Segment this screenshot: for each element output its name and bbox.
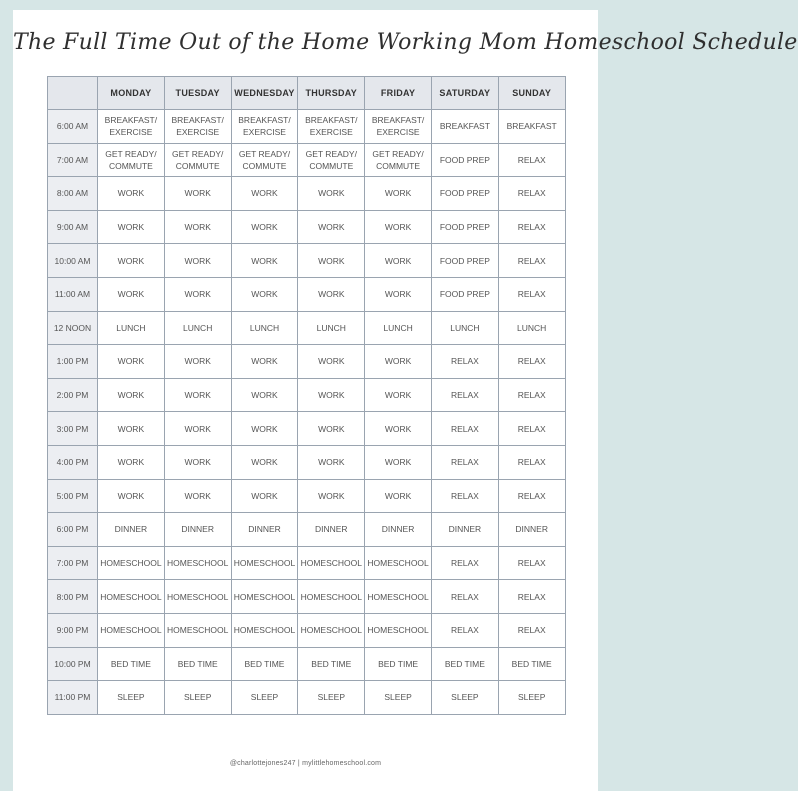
footer-credit: @charlottejones247 | mylittlehomeschool.com — [229, 760, 382, 767]
activity-cell: WORK — [98, 345, 165, 379]
activity-cell: HOMESCHOOL — [98, 613, 165, 647]
activity-cell: GET READY/ COMMUTE — [298, 143, 365, 177]
activity-cell: FOOD PREP — [431, 277, 498, 311]
time-cell: 4:00 PM — [48, 445, 98, 479]
activity-cell: WORK — [365, 378, 432, 412]
time-cell: 10:00 PM — [48, 647, 98, 681]
activity-cell: WORK — [365, 445, 432, 479]
activity-cell: GET READY/ COMMUTE — [164, 143, 231, 177]
activity-cell: SLEEP — [431, 681, 498, 715]
activity-cell: WORK — [98, 412, 165, 446]
activity-cell: LUNCH — [98, 311, 165, 345]
activity-cell: RELAX — [498, 345, 565, 379]
corner-cell — [48, 77, 98, 110]
table-row — [48, 580, 566, 614]
activity-cell: FOOD PREP — [431, 210, 498, 244]
activity-cell: WORK — [231, 412, 298, 446]
activity-cell: WORK — [164, 277, 231, 311]
activity-cell: SLEEP — [164, 681, 231, 715]
table-row — [48, 143, 566, 177]
day-header: THURSDAY — [298, 77, 365, 110]
table-row — [48, 479, 566, 513]
activity-cell: WORK — [164, 210, 231, 244]
activity-cell: WORK — [98, 177, 165, 211]
activity-cell: RELAX — [431, 378, 498, 412]
activity-cell: BREAKFAST/ EXERCISE — [298, 110, 365, 144]
time-cell: 2:00 PM — [48, 378, 98, 412]
activity-cell: WORK — [365, 277, 432, 311]
table-row — [48, 244, 566, 278]
activity-cell: DINNER — [98, 513, 165, 547]
time-cell: 7:00 AM — [48, 143, 98, 177]
activity-cell: WORK — [298, 277, 365, 311]
activity-cell: BREAKFAST — [498, 110, 565, 144]
activity-cell: HOMESCHOOL — [98, 546, 165, 580]
table-row — [48, 613, 566, 647]
table-row — [48, 378, 566, 412]
header-row — [48, 77, 566, 110]
time-cell: 9:00 PM — [48, 613, 98, 647]
activity-cell: HOMESCHOOL — [298, 546, 365, 580]
activity-cell: LUNCH — [231, 311, 298, 345]
table-row — [48, 210, 566, 244]
activity-cell: RELAX — [498, 445, 565, 479]
activity-cell: WORK — [98, 244, 165, 278]
activity-cell: WORK — [298, 479, 365, 513]
activity-cell: RELAX — [431, 580, 498, 614]
activity-cell: RELAX — [498, 143, 565, 177]
table-row — [48, 513, 566, 547]
activity-cell: WORK — [231, 445, 298, 479]
day-header: FRIDAY — [365, 77, 432, 110]
activity-cell: BED TIME — [365, 647, 432, 681]
activity-cell: WORK — [164, 177, 231, 211]
activity-cell: RELAX — [431, 546, 498, 580]
activity-cell: SLEEP — [498, 681, 565, 715]
activity-cell: DINNER — [298, 513, 365, 547]
activity-cell: RELAX — [498, 546, 565, 580]
activity-cell: WORK — [298, 210, 365, 244]
table-row — [48, 277, 566, 311]
activity-cell: WORK — [98, 277, 165, 311]
activity-cell: WORK — [164, 345, 231, 379]
table-row — [48, 681, 566, 715]
activity-cell: RELAX — [431, 613, 498, 647]
activity-cell: FOOD PREP — [431, 177, 498, 211]
activity-cell: LUNCH — [164, 311, 231, 345]
activity-cell: HOMESCHOOL — [164, 613, 231, 647]
time-cell: 6:00 PM — [48, 513, 98, 547]
time-cell: 12 NOON — [48, 311, 98, 345]
activity-cell: DINNER — [164, 513, 231, 547]
activity-cell: RELAX — [498, 580, 565, 614]
activity-cell: RELAX — [498, 244, 565, 278]
activity-cell: HOMESCHOOL — [98, 580, 165, 614]
day-header: WEDNESDAY — [231, 77, 298, 110]
day-header: MONDAY — [98, 77, 165, 110]
activity-cell: GET READY/ COMMUTE — [231, 143, 298, 177]
day-header: TUESDAY — [164, 77, 231, 110]
activity-cell: RELAX — [431, 412, 498, 446]
activity-cell: RELAX — [431, 479, 498, 513]
time-cell: 1:00 PM — [48, 345, 98, 379]
table-row — [48, 546, 566, 580]
activity-cell: WORK — [365, 177, 432, 211]
table-row — [48, 110, 566, 144]
activity-cell: WORK — [231, 479, 298, 513]
activity-cell: GET READY/ COMMUTE — [98, 143, 165, 177]
table-row — [48, 412, 566, 446]
table-row — [48, 445, 566, 479]
activity-cell: WORK — [164, 412, 231, 446]
time-cell: 5:00 PM — [48, 479, 98, 513]
activity-cell: HOMESCHOOL — [365, 580, 432, 614]
time-cell: 8:00 AM — [48, 177, 98, 211]
table-row — [48, 177, 566, 211]
activity-cell: BED TIME — [431, 647, 498, 681]
activity-cell: WORK — [98, 445, 165, 479]
activity-cell: SLEEP — [365, 681, 432, 715]
activity-cell: LUNCH — [365, 311, 432, 345]
activity-cell: RELAX — [498, 412, 565, 446]
activity-cell: RELAX — [498, 613, 565, 647]
activity-cell: WORK — [365, 244, 432, 278]
table-row — [48, 345, 566, 379]
schedule-sheet — [13, 10, 798, 791]
activity-cell: HOMESCHOOL — [164, 546, 231, 580]
activity-cell: WORK — [365, 479, 432, 513]
activity-cell: HOMESCHOOL — [231, 613, 298, 647]
activity-cell: WORK — [98, 210, 165, 244]
day-header: SUNDAY — [498, 77, 565, 110]
activity-cell: WORK — [298, 345, 365, 379]
activity-cell: WORK — [298, 445, 365, 479]
activity-cell: HOMESCHOOL — [298, 613, 365, 647]
activity-cell: WORK — [231, 177, 298, 211]
activity-cell: HOMESCHOOL — [365, 546, 432, 580]
activity-cell: BED TIME — [231, 647, 298, 681]
activity-cell: DINNER — [231, 513, 298, 547]
activity-cell: DINNER — [431, 513, 498, 547]
activity-cell: WORK — [298, 412, 365, 446]
activity-cell: WORK — [298, 378, 365, 412]
activity-cell: WORK — [231, 210, 298, 244]
activity-cell: WORK — [231, 277, 298, 311]
activity-cell: GET READY/ COMMUTE — [365, 143, 432, 177]
activity-cell: WORK — [365, 345, 432, 379]
activity-cell: BED TIME — [98, 647, 165, 681]
activity-cell: SLEEP — [231, 681, 298, 715]
activity-cell: DINNER — [365, 513, 432, 547]
time-cell: 3:00 PM — [48, 412, 98, 446]
activity-cell: WORK — [164, 244, 231, 278]
activity-cell: WORK — [298, 244, 365, 278]
time-cell: 11:00 AM — [48, 277, 98, 311]
activity-cell: RELAX — [498, 177, 565, 211]
schedule-body — [48, 110, 566, 715]
schedule-table — [47, 76, 566, 715]
table-row — [48, 647, 566, 681]
activity-cell: BREAKFAST — [431, 110, 498, 144]
activity-cell: HOMESCHOOL — [365, 613, 432, 647]
activity-cell: FOOD PREP — [431, 244, 498, 278]
activity-cell: WORK — [98, 479, 165, 513]
activity-cell: BREAKFAST/ EXERCISE — [365, 110, 432, 144]
activity-cell: WORK — [231, 378, 298, 412]
page-title: The Full Time Out of the Home Working Mom Homeschool Schedule — [13, 30, 798, 55]
activity-cell: WORK — [164, 378, 231, 412]
time-cell: 11:00 PM — [48, 681, 98, 715]
activity-cell: HOMESCHOOL — [164, 580, 231, 614]
activity-cell: WORK — [231, 244, 298, 278]
time-cell: 6:00 AM — [48, 110, 98, 144]
time-cell: 10:00 AM — [48, 244, 98, 278]
activity-cell: RELAX — [498, 479, 565, 513]
time-cell: 7:00 PM — [48, 546, 98, 580]
activity-cell: RELAX — [431, 345, 498, 379]
activity-cell: LUNCH — [498, 311, 565, 345]
activity-cell: RELAX — [431, 445, 498, 479]
activity-cell: BREAKFAST/ EXERCISE — [231, 110, 298, 144]
activity-cell: BED TIME — [298, 647, 365, 681]
activity-cell: BREAKFAST/ EXERCISE — [98, 110, 165, 144]
activity-cell: LUNCH — [431, 311, 498, 345]
activity-cell: SLEEP — [98, 681, 165, 715]
activity-cell: RELAX — [498, 277, 565, 311]
activity-cell: RELAX — [498, 210, 565, 244]
activity-cell: LUNCH — [298, 311, 365, 345]
activity-cell: WORK — [98, 378, 165, 412]
activity-cell: BED TIME — [498, 647, 565, 681]
time-cell: 8:00 PM — [48, 580, 98, 614]
activity-cell: BREAKFAST/ EXERCISE — [164, 110, 231, 144]
activity-cell: HOMESCHOOL — [231, 546, 298, 580]
activity-cell: WORK — [231, 345, 298, 379]
time-cell: 9:00 AM — [48, 210, 98, 244]
activity-cell: FOOD PREP — [431, 143, 498, 177]
activity-cell: HOMESCHOOL — [231, 580, 298, 614]
activity-cell: WORK — [365, 210, 432, 244]
table-row — [48, 311, 566, 345]
activity-cell: DINNER — [498, 513, 565, 547]
activity-cell: WORK — [164, 445, 231, 479]
activity-cell: SLEEP — [298, 681, 365, 715]
activity-cell: HOMESCHOOL — [298, 580, 365, 614]
activity-cell: WORK — [365, 412, 432, 446]
activity-cell: WORK — [164, 479, 231, 513]
activity-cell: RELAX — [498, 378, 565, 412]
day-header: SATURDAY — [431, 77, 498, 110]
activity-cell: WORK — [298, 177, 365, 211]
activity-cell: BED TIME — [164, 647, 231, 681]
